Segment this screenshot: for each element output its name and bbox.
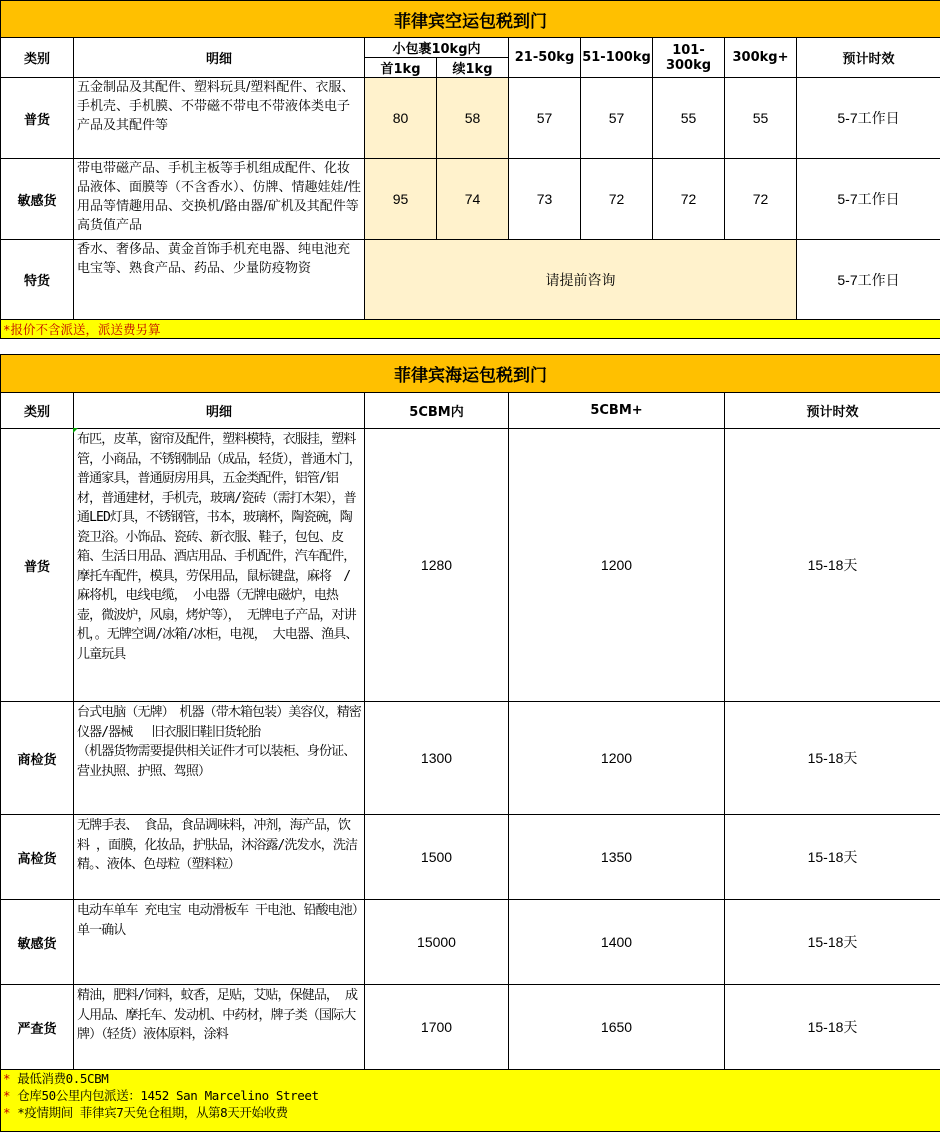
sea-notes (1, 1070, 940, 1132)
price-extra-kg: 58 (437, 78, 509, 159)
detail-text: 五金制品及其配件、塑料玩具/塑料配件、衣服、手机壳、手机膜、不带磁不带电不带液体类电子产品及其配件等 (77, 80, 355, 133)
table-row (1, 78, 940, 159)
header-21-50kg: 21-50kg (509, 38, 581, 78)
category-cell: 特货 (1, 240, 74, 320)
gap-row (0, 335, 940, 355)
sea-note-3-text: *疫情期间 菲律宾7天免仓租期，从第8天开始收费 (17, 1105, 288, 1120)
price-51-100kg: 72 (581, 159, 653, 240)
air-freight-table (0, 0, 940, 339)
price-5cbm-plus: 1200 (509, 702, 725, 815)
price-101-300kg: 72 (653, 159, 725, 240)
price-300kg-plus: 55 (725, 78, 797, 159)
detail-text: 香水、奢侈品、黄金首饰手机充电器、纯电池充电宝等、熟食产品、药品、少量防疫物资 (77, 242, 351, 276)
category-cell: 商检货 (1, 702, 74, 815)
price-5cbm-plus: 1650 (509, 985, 725, 1070)
table-row (1, 985, 940, 1070)
header-small-package: 小包裹10kg内 (365, 38, 509, 58)
price-5cbm-under: 15000 (365, 900, 509, 985)
category-cell: 敏感货 (1, 159, 74, 240)
category-cell: 敏感货 (1, 900, 74, 985)
detail-cell: 电动车单车 充电宝 电动滑板车 干电池、铅酸电池）单一确认 (74, 900, 365, 985)
price-extra-kg: 74 (437, 159, 509, 240)
price-101-300kg: 55 (653, 78, 725, 159)
eta-cell: 15-18天 (725, 815, 940, 900)
price-5cbm-under: 1700 (365, 985, 509, 1070)
header-category: 类别 (1, 38, 74, 78)
header-5cbm-under: 5CBM内 (365, 393, 509, 429)
price-first-kg: 95 (365, 159, 437, 240)
header-detail: 明细 (74, 393, 365, 429)
price-21-50kg: 57 (509, 78, 581, 159)
detail-text: 带电带磁产品、手机主板等手机组成配件、化妆品液体、面膜等（不含香水）、仿牌、情趣娃娃/性用品等情趣用品、交换机/路由器/矿机及其配件等高货值产品 (77, 161, 361, 233)
detail-cell (74, 78, 365, 159)
eta-cell: 15-18天 (725, 702, 940, 815)
price-21-50kg: 73 (509, 159, 581, 240)
sea-note-2: * 仓库50公里内包派送：1452 San Marcelino Street (3, 1088, 319, 1103)
header-51-100kg: 51-100kg (581, 38, 653, 78)
price-5cbm-under: 1500 (365, 815, 509, 900)
category-cell: 普货 (1, 78, 74, 159)
price-5cbm-under: 1280 (365, 429, 509, 702)
eta-cell: 5-7工作日 (797, 78, 940, 159)
header-category: 类别 (1, 393, 74, 429)
sea-freight-table (0, 354, 940, 1132)
header-300kg-plus: 300kg+ (725, 38, 797, 78)
detail-cell: 布匹，皮革，窗帘及配件，塑料模特，衣服挂，塑料管，小商品，不锈钢制品（成品，轻货），普通木门，普通家具，普通厨房用具，五金类配件，铝管/铝材，普通建材，手机壳，玻璃/瓷砖（需打木架），普通LED灯具，不锈钢管，书本，玻璃杯，陶瓷碗，陶瓷卫浴。小饰品、瓷砖、新衣服、鞋子，包包、皮箱、生活日用品、酒店用品、手机配件，汽车配件，摩托车配件，模具，劳保用品，鼠标键盘，麻将 /麻将机，电线电缆， 小电器（无牌电磁炉，电热壶，微波炉，风扇，烤炉等）， 无牌电子产品，对讲机，。无牌空调/冰箱/冰柜，电视， 大电器、渔具、儿童玩具 (74, 429, 365, 702)
sea-title: 菲律宾海运包税到门 (1, 355, 940, 393)
eta-cell: 5-7工作日 (797, 159, 940, 240)
sea-note-1-text: 最低消费0.5CBM (17, 1071, 109, 1086)
detail-cell: 精油，肥料/饲料，蚊香，足贴，艾贴，保健品， 成人用品、摩托车、发动机、中药材，牌子类（国际大牌）（轻货）液体原料，涂料 (74, 985, 365, 1070)
table-row (1, 240, 940, 320)
header-5cbm-plus: 5CBM+ (509, 393, 725, 429)
category-cell: 严查货 (1, 985, 74, 1070)
consult-cell: 请提前咨询 (365, 240, 797, 320)
price-5cbm-plus: 1350 (509, 815, 725, 900)
sea-note-1: * 最低消费0.5CBM (3, 1071, 109, 1086)
table-row (1, 159, 940, 240)
header-first-kg: 首1kg (365, 58, 437, 78)
eta-cell: 15-18天 (725, 985, 940, 1070)
air-title: 菲律宾空运包税到门 (1, 1, 940, 38)
table-row (1, 815, 940, 900)
eta-cell: 5-7工作日 (797, 240, 940, 320)
price-5cbm-under: 1300 (365, 702, 509, 815)
sea-note-2-text: 仓库50公里内包派送：1452 San Marcelino Street (17, 1088, 319, 1103)
detail-cell: 台式电脑（无牌） 机器（带木箱包装）美容仪，精密仪器/器械 旧衣服旧鞋旧货轮胎 （机器货物需要提供相关证件才可以装柜、身份证、营业执照、护照、驾照） (74, 702, 365, 815)
price-first-kg: 80 (365, 78, 437, 159)
eta-cell: 15-18天 (725, 900, 940, 985)
price-51-100kg: 57 (581, 78, 653, 159)
price-5cbm-plus: 1400 (509, 900, 725, 985)
header-detail: 明细 (74, 38, 365, 78)
category-cell: 普货 (1, 429, 74, 702)
detail-cell (74, 159, 365, 240)
price-300kg-plus: 72 (725, 159, 797, 240)
header-eta: 预计时效 (725, 393, 940, 429)
detail-cell (74, 240, 365, 320)
header-extra-kg: 续1kg (437, 58, 509, 78)
price-5cbm-plus: 1200 (509, 429, 725, 702)
table-row (1, 900, 940, 985)
cell-comment-marker (73, 428, 78, 433)
header-101-300kg: 101-300kg (653, 38, 725, 78)
category-cell: 高检货 (1, 815, 74, 900)
detail-cell: 无牌手表、 食品，食品调味料，冲剂，海产品，饮料 ，面膜，化妆品，护肤品，沐浴露/洗发水，洗洁精。、液体、色母粒（塑料粒） (74, 815, 365, 900)
eta-cell: 15-18天 (725, 429, 940, 702)
table-row (1, 702, 940, 815)
air-note: *报价不含派送，派送费另算 (1, 320, 940, 339)
table-row (1, 429, 940, 702)
header-eta: 预计时效 (797, 38, 940, 78)
sea-note-3: * *疫情期间 菲律宾7天免仓租期，从第8天开始收费 (3, 1105, 288, 1120)
